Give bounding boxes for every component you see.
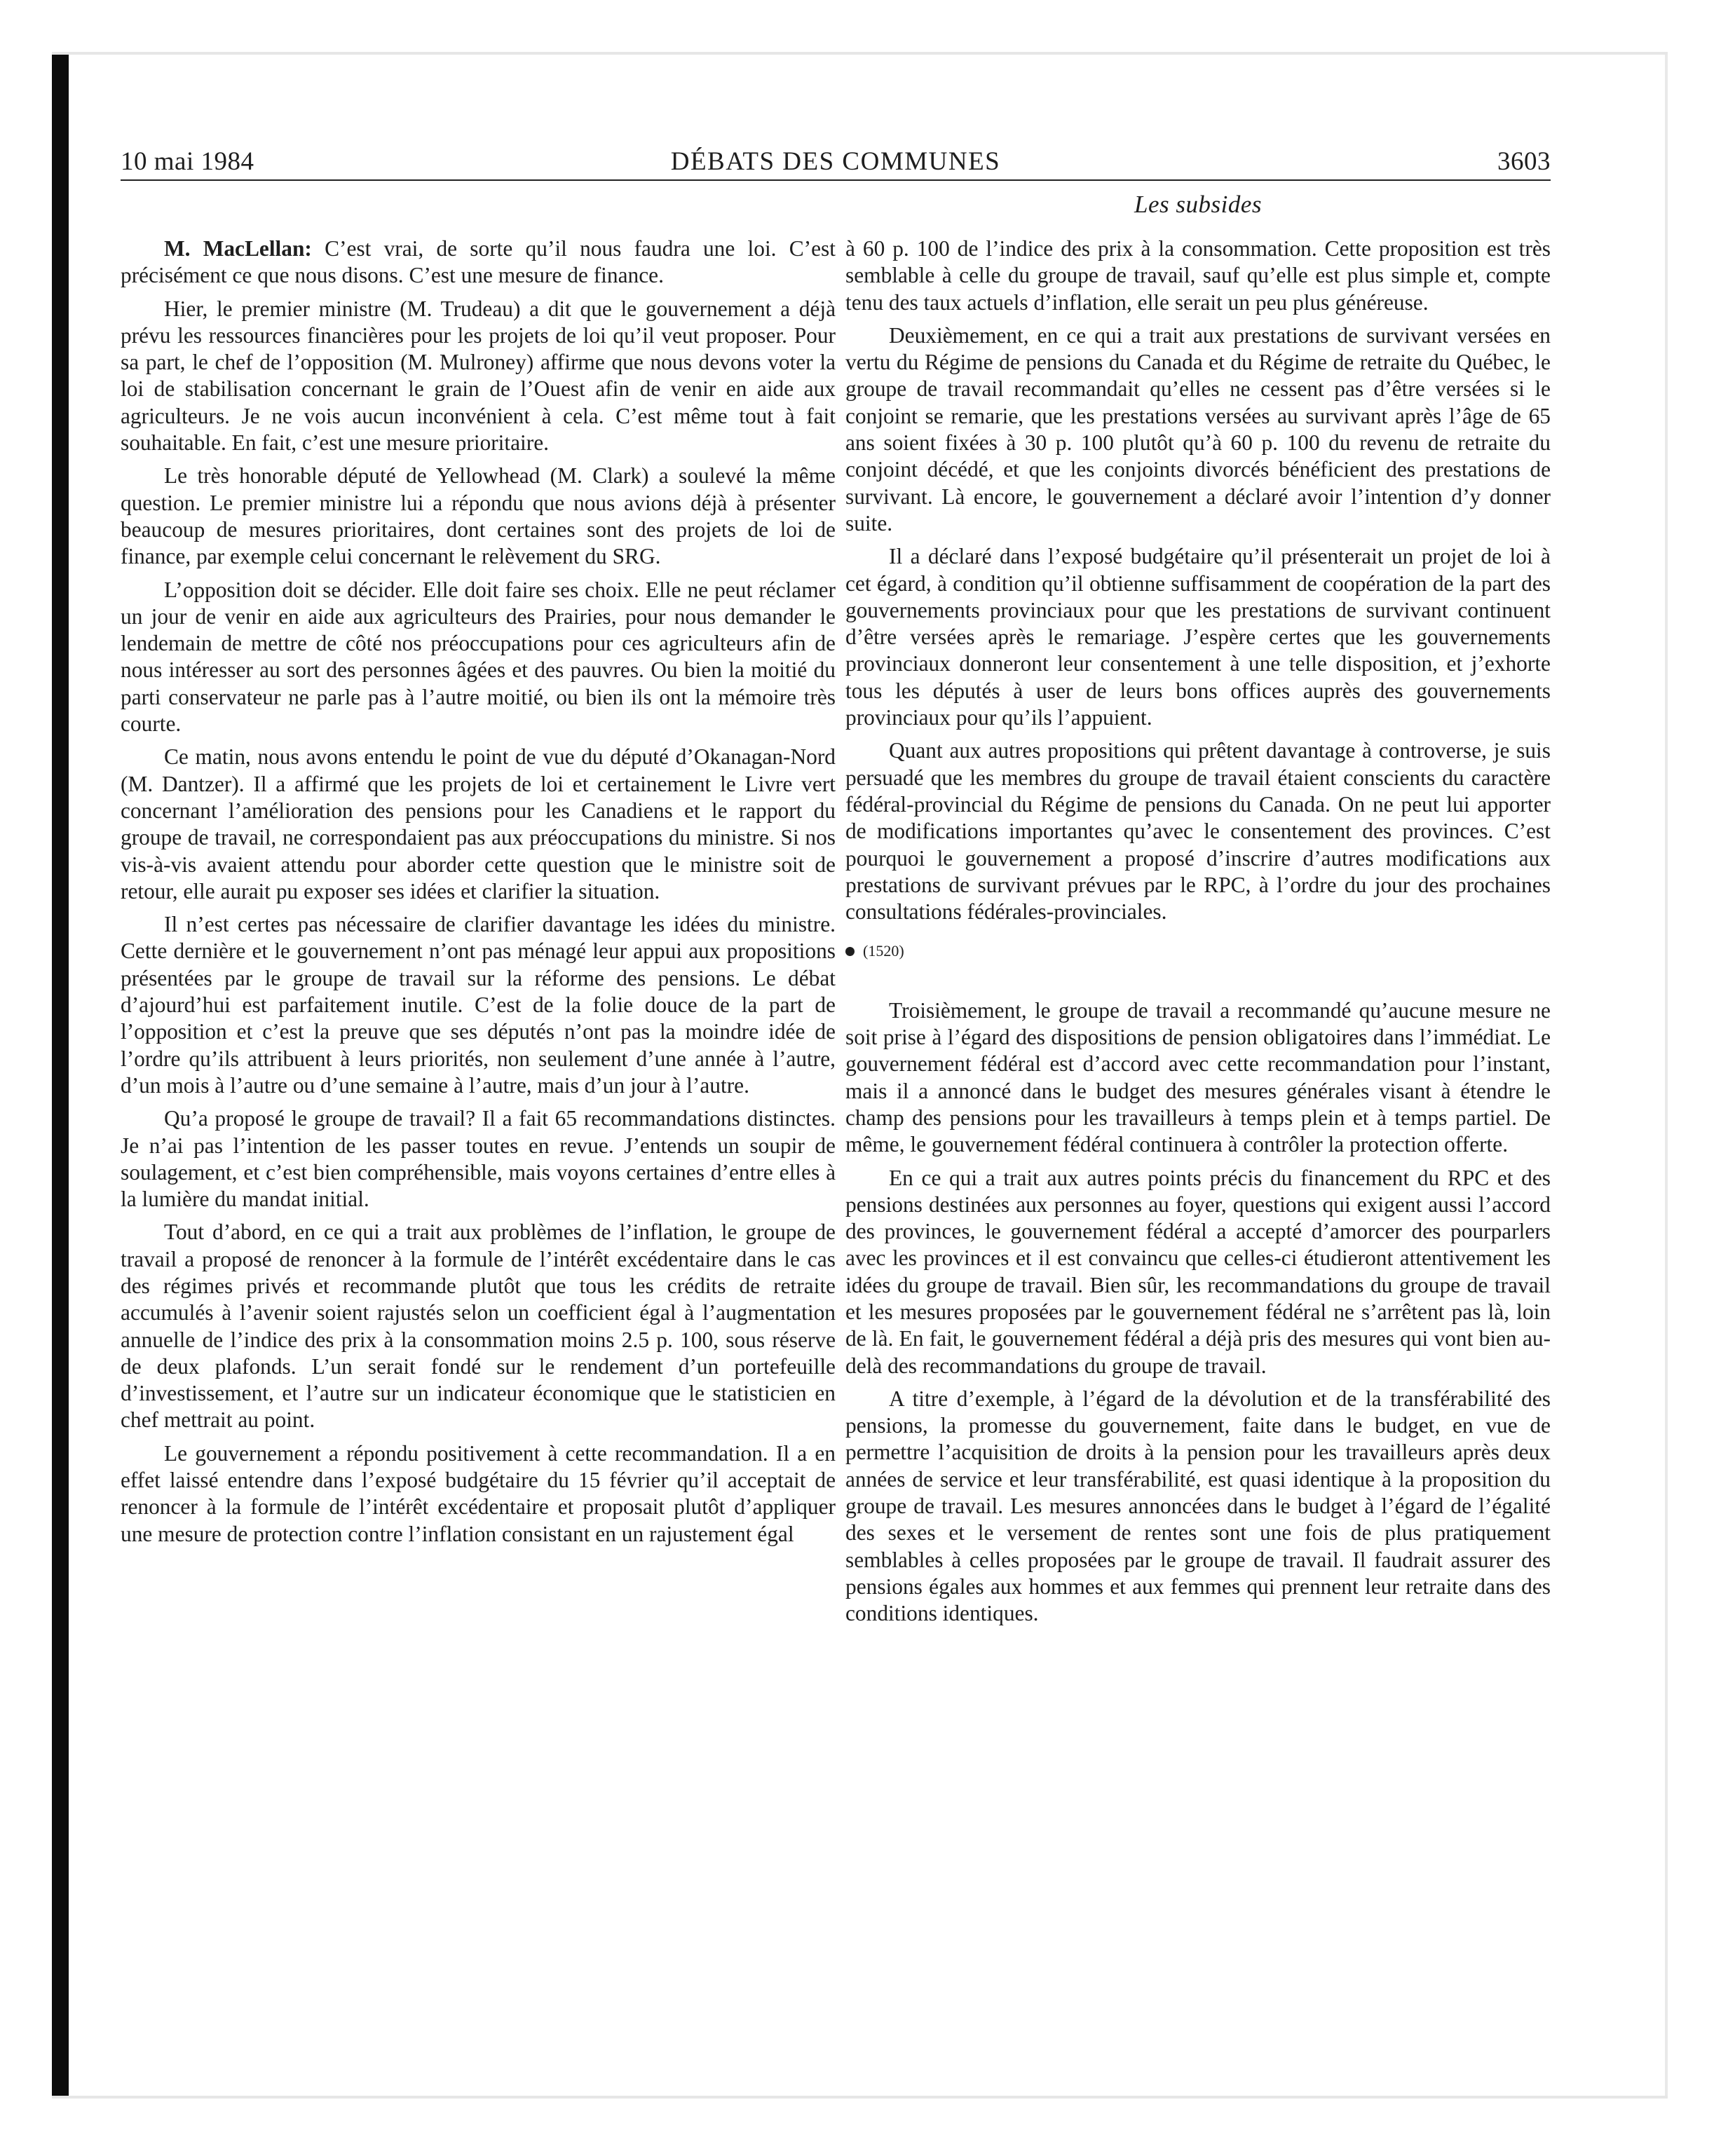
scan-border-top [52,52,1668,55]
page-header [121,137,1551,179]
right-column [845,236,1551,1634]
paragraph: L’opposition doit se décider. Elle doit faire ses choix. Elle ne peut réclamer un jour de venir en aide aux agriculteurs des Prairies, pour nous demander le lendemain de mettre de côté nos préoccupations pour ces agriculteurs afin de nous intéresser au sort des personnes âgées et des pauvres. Ou bien la moitié du parti conservateur ne parle pas à l’autre moitié, ou bien ils ont la mémoire très courte. [121,577,836,737]
paragraph: Il a déclaré dans l’exposé budgétaire qu’il présenterait un projet de loi à cet égard, à condition qu’il obtienne suffisamment de coopération de la part des gouvernements provinciaux pour que les prestations de survivant continuent d’être versées après le remariage. J’espère certes que les gouvernements provinciaux donneront leur consentement à une telle disposition, et j’exhorte tous les députés à user de leurs bons offices auprès des gouvernements provinciaux pour qu’ils l’appuient. [845,544,1551,730]
paragraph: Le très honorable député de Yellowhead (M. Clark) a soulevé la même question. Le premier ministre lui a répondu que nous avions déjà à présenter beaucoup de mesures prioritaires, dont certaines sont des projets de loi de finance, par exemple celui concernant le relèvement du SRG. [121,463,836,569]
paragraph-text: C’est vrai, de sorte qu’il nous faudra une loi. C’est précisément ce que nous disons. C’est une mesure de finance. [121,236,836,288]
paragraph: A titre d’exemple, à l’égard de la dévolution et de la transférabilité des pensions, la promesse du gouvernement, faite dans le budget, en vue de permettre l’acquisition de droits à la pension pour les travailleurs après deux années de service et leur transférabilité, est quasi identique à la proposition du groupe de travail. Les mesures annoncées dans le budget à l’égard de l’égalité des sexes et le versement de rentes sont une fois de plus pratiquement semblables à celles proposées par le groupe de travail. Il faudrait assurer des pensions égales aux hommes et aux femmes qui prennent leur retraite dans des conditions identiques. [845,1386,1551,1626]
paragraph: Hier, le premier ministre (M. Trudeau) a dit que le gouvernement a déjà prévu les ressources financières pour les projets de loi qu’il veut proposer. Pour sa part, le chef de l’opposition (M. Mulroney) affirme que nous devons voter la loi de stabilisation concernant le grain de l’Ouest afin de venir en aide aux agriculteurs. Je ne vois aucun inconvénient à cela. C’est même tout à fait souhaitable. En fait, c’est une mesure prioritaire. [121,296,836,456]
paragraph: En ce qui a trait aux autres points précis du financement du RPC et des pensions destinées aux personnes au foyer, questions qui exigent aussi l’accord des provinces, le gouvernement fédéral a accepté d’amorcer des pourparlers avec les provinces et il est convaincu que celles-ci étudieront attentivement les idées du groupe de travail. Bien sûr, les recommandations du groupe de travail et les mesures proposées par le gouvernement fédéral ne s’arrêtent pas là, loin de là. En fait, le gouvernement fédéral a déjà pris des mesures qui vont bien au-delà des recommandations du groupe de travail. [845,1165,1551,1378]
bullet-icon [845,947,855,956]
paragraph: Quant aux autres propositions qui prêtent davantage à controverse, je suis persuadé que les membres du groupe de travail étaient conscients du caractère fédéral-provincial du Régime de pensions du Canada. On ne peut lui apporter de modifications importantes qu’avec le consentement des provinces. C’est pourquoi le gouvernement a proposé d’inscrire d’autres modifications aux prestations de survivant prévues par le RPC, à l’ordre du jour des prochaines consultations fédérales-provinciales. [845,738,1551,925]
speaker-name: M. MacLellan: [164,236,312,261]
time-marker-label: (1520) [863,942,904,960]
header-publication: DÉBATS DES COMMUNES [670,147,1001,176]
paragraph: Deuxièmement, en ce qui a trait aux prestations de survivant versées en vertu du Régime de pensions du Canada et du Régime de retraite du Québec, le groupe de travail recommandait qu’elles ne cessent pas d’être versées si le conjoint se remarie, que les prestations versées au survivant après l’âge de 65 ans soient fixées à 30 p. 100 plutôt qu’à 60 p. 100 du revenu de retraite du conjoint décédé, et que les conjoints divorcés bénéficient des prestations de survivant. Là encore, le gouvernement a déclaré avoir l’intention d’y donner suite. [845,322,1551,535]
scan-border-right [1665,52,1668,2099]
paragraph: à 60 p. 100 de l’indice des prix à la consommation. Cette proposition est très semblable à celle du groupe de travail, sauf qu’elle est plus simple et, compte tenu des taux actuels d’inflation, elle serait un peu plus généreuse. [845,236,1551,315]
header-rule [121,179,1551,181]
header-date: 10 mai 1984 [121,147,254,176]
left-column [121,236,836,1554]
paragraph: Il n’est certes pas nécessaire de clarifier davantage les idées du ministre. Cette dernière et le gouvernement n’ont pas ménagé leur appui aux propositions présentées par le groupe de travail sur la réforme des pensions. Le débat d’ajourd’hui est parfaitement inutile. C’est de la folie douce de la part de l’opposition et c’est la preuve que ses députés n’ont pas la moindre idée de l’ordre qu’ils attribuent à leurs priorités, non seulement d’une année à l’autre, d’un mois à l’autre ou d’une semaine à l’autre, mais d’un jour à l’autre. [121,912,836,1098]
paragraph: Ce matin, nous avons entendu le point de vue du député d’Okanagan-Nord (M. Dantzer). Il a affirmé que les projets de loi et certainement le Livre vert concernant l’amélioration des pensions pour les Canadiens et le rapport du groupe de travail, ne correspondaient pas aux préoccupations du ministre. Si nos vis-à-vis avaient attendu pour aborder cette question que le ministre soit de retour, elle aurait pu exposer ses idées et clarifier la situation. [121,744,836,903]
scan-border-bottom [52,2096,1668,2099]
scan-border-left [52,52,69,2099]
section-title: Les subsides [1134,191,1262,218]
paragraph [121,236,836,289]
paragraph: Qu’a proposé le groupe de travail? Il a fait 65 recommandations distinctes. Je n’ai pas l’intention de les passer toutes en revue. J’entends un soupir de soulagement, et c’est bien compréhensible, mais voyons certaines d’entre elles à la lumière du mandat initial. [121,1106,836,1212]
header-page-number: 3603 [1497,147,1551,176]
time-marker [845,938,1551,964]
paragraph: Tout d’abord, en ce qui a trait aux problèmes de l’inflation, le groupe de travail a proposé de renoncer à la formule de l’intérêt excédentaire dans le cas des régimes privés et recommande plutôt que tous les crédits de retraite accumulés à l’avenir soient rajustés selon un coefficient égal à l’augmentation annuelle de l’indice des prix à la consommation moins 2.5 p. 100, sous réserve de deux plafonds. L’un serait fondé sur le rendement d’un portefeuille d’investissement, et l’autre sur un indicateur économique que le statisticien en chef mettrait au point. [121,1220,836,1433]
paragraph: Troisièmement, le groupe de travail a recommandé qu’aucune mesure ne soit prise à l’égard des dispositions de pension obligatoires dans l’immédiat. Le gouvernement fédéral est d’accord avec cette recommandation pour l’instant, mais il a annoncé dans le budget des mesures générales visant à étendre le champ des pensions pour les travailleurs à temps plein et à temps partiel. De même, le gouvernement fédéral continuera à contrôler la protection offerte. [845,997,1551,1157]
paragraph: Le gouvernement a répondu positivement à cette recommandation. Il a en effet laissé entendre dans l’exposé budgétaire du 15 février qu’il acceptait de renoncer à la formule de l’intérêt excédentaire et proposait plutôt d’appliquer une mesure de protection contre l’inflation consistant en un rajustement égal [121,1440,836,1546]
